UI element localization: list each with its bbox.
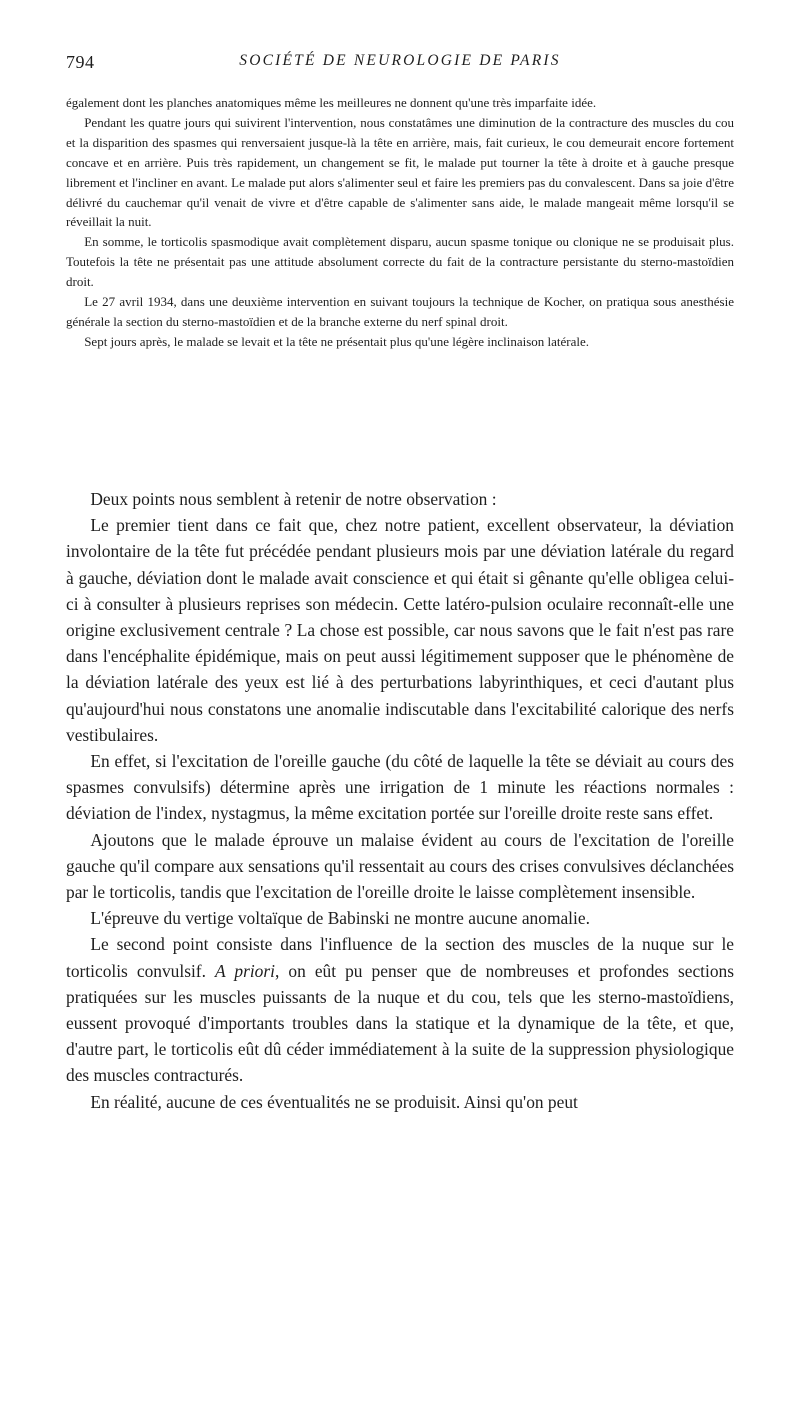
- a-priori-italic: A priori: [215, 960, 275, 981]
- body-paragraph-3: En effet, si l'excitation de l'oreille gauche (du côté de laquelle la tête se déviait au cours des spasmes convulsifs) détermine après une irrigation de 1 minute les réactions normales : déviation de l'index, nystagmus, la même excitation portée sur l'oreille droite reste sans effet.: [66, 751, 734, 824]
- body-paragraph-6: [66, 931, 734, 1088]
- small-paragraph-4: Le 27 avril 1934, dans une deuxième intervention en suivant toujours la technique de Kocher, on pratiqua sous anesthésie générale la section du sterno-mastoïdien et de la branche externe du nerf spinal droit.: [66, 294, 734, 329]
- body-paragraph-5: L'épreuve du vertige voltaïque de Babinski ne montre aucune anomalie.: [90, 908, 590, 929]
- case-report-small-print: [66, 93, 734, 352]
- small-paragraph-2: Pendant les quatre jours qui suivirent l'intervention, nous constatâmes une diminution de la contracture des muscles du cou et la disparition des spasmes qui renversaient jusque-là la tête en arrière, mais, fait curieux, le cou demeurait encore fortement concave et en arrière. Puis très rapidement, un changement se fit, le malade put tourner la tête à droite et à gauche presque librement et l'incliner en avant. Le malade put alors s'alimenter seul et faire les premiers pas du convalescent. Dans sa joie d'être délivré du cauchemar qu'il venait de vivre et d'être capable de s'alimenter sans aide, le malade mangeait même lorsqu'il se réveillait la nuit.: [66, 114, 734, 230]
- paragraph-6-before: Le second point consiste dans l'influence de la section des muscles de la nuque sur le torticolis convulsif.: [66, 934, 734, 981]
- small-paragraph-5: Sept jours après, le malade se levait et la tête ne présentait plus qu'une légère inclinaison latérale.: [84, 333, 590, 349]
- body-paragraph-1: Deux points nous semblent à retenir de notre observation :: [90, 489, 497, 509]
- running-title: SOCIÉTÉ DE NEUROLOGIE DE PARIS: [239, 52, 561, 69]
- paragraph-6-after: , on eût pu penser que de nombreuses et profondes sections pratiquées sur les muscles puissants de la nuque et du cou, tels que les sterno-mastoïdiens, eussent provoqué d'importants troubles dans la statique et la dynamique de la tête, et que, d'autre part, le torticolis eût dû céder immédiatement à la suite de la suppression physiologique des muscles contracturés.: [66, 960, 734, 1086]
- page-header: [66, 52, 734, 76]
- body-paragraph-2: Le premier tient dans ce fait que, chez notre patient, excellent observateur, la déviation involontaire de la tête fut précédée pendant plusieurs mois par une déviation latérale du regard à gauche, déviation dont le malade avait conscience et qui était si gênante qu'elle obligea celui-ci à consulter à plusieurs reprises son médecin. Cette latéro-pulsion oculaire reconnaît-elle une origine exclusivement centrale ? La chose est possible, car nous savons que le fait n'est pas rare dans l'encéphalite épidémique, mais on peut aussi légitimement supposer que le phénomène de la déviation latérale des yeux est lié à des perturbations labyrinthiques, et ceci d'autant plus qu'aujourd'hui nous constatons une anomalie indiscutable dans l'excitabilité calorique des nerfs vestibulaires.: [66, 515, 734, 745]
- body-paragraph-7: En réalité, aucune de ces éventualités ne se produisit. Ainsi qu'on peut: [90, 1091, 578, 1112]
- discussion-body: [66, 486, 734, 1115]
- small-paragraph-3: En somme, le torticolis spasmodique avait complètement disparu, aucun spasme tonique ou clonique ne se produisait plus. Toutefois la tête ne présentait pas une attitude absolument correcte du fait de la contracture persistante du sterno-mastoïdien droit.: [66, 234, 734, 290]
- small-paragraph-1: également dont les planches anatomiques même les meilleures ne donnent qu'une très imparfaite idée.: [66, 95, 597, 110]
- body-paragraph-4: Ajoutons que le malade éprouve un malaise évident au cours de l'excitation de l'oreille gauche qu'il compare aux sensations qu'il ressentait au cours des crises convulsives déclanchées par le torticolis, tandis que l'excitation de l'oreille droite le laisse complètement insensible.: [66, 829, 734, 903]
- page-number: 794: [66, 52, 95, 72]
